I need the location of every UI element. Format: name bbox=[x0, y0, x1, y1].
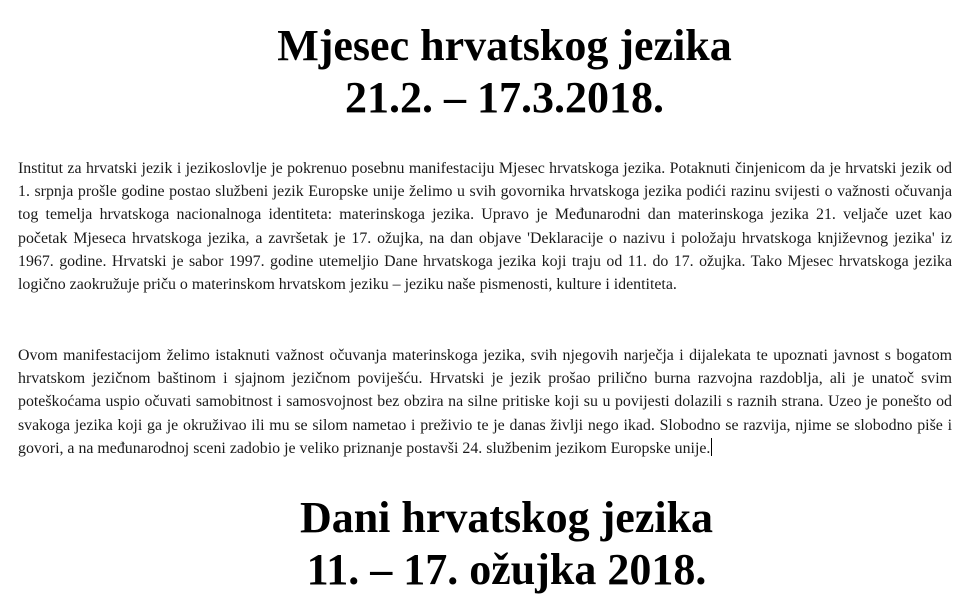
secondary-title-line-1: Dani hrvatskog jezika bbox=[299, 493, 714, 542]
main-title-dates: 21.2. – 17.3.2018. bbox=[345, 72, 664, 122]
paragraph-intro-text: Institut za hrvatski jezik i jezikoslovlje je pokrenuo posebnu manifestaciju Mjesec hrvatskoga jezika. Potaknuti činjenicom da je hrvatski jezik od 1. srpnja prošle godine postao službeni jezik Europske unije želimo u svih govornika hrvatskoga jezika podići razinu svijesti o važnosti očuvanja tog temelja hrvatskoga nacionalnoga identiteta: materinskoga jezika. Upravo je Međunarodni dan materinskoga jezika 21. veljače uzet kao početak Mjeseca hrvatskoga jezika, a završetak je 17. ožujka, na dan objave 'Deklaracije o nazivu i položaju hrvatskoga književnog jezika' iz 1967. godine. Hrvatski je sabor 1997. godine utemeljio Dane hrvatskoga jezika koji traju od 11. do 17. ožujka. Tako Mjesec hrvatskoga jezika logično zaokružuje priču o materinskom hrvatskom jeziku – jeziku naše pismenosti, kulture i identiteta. bbox=[18, 160, 952, 294]
paragraph-goals-text: Ovom manifestacijom želimo istaknuti važnost očuvanja materinskoga jezika, svih njegovih narječja i dijalekata te upoznati javnost s bogatom hrvatskom jezičnom baštinom i sjajnom jezičnom poviješću. Hrvatski je jezik prošao prilično burna razvojna razdoblja, ali je unatoč svim poteškoćama uspio očuvati samobitnost i samosvojnost bez obzira na silne pritiske koji su u povijesti dolazili s raznih strana. Uzeo je ponešto od svakoga jezika koji ga je okruživao ili mu se silom nametao i preživio te je danas življi nego ikad. Slobodno se razvija, njime se slobodno piše i govori, a na međunarodnoj sceni zadobio je veliko priznanje postavši 24. službenim jezikom Europske unije. bbox=[18, 347, 952, 457]
text-cursor bbox=[711, 438, 712, 456]
paragraph-intro bbox=[18, 157, 952, 296]
main-title-line-1: Mjesec hrvatskog jezika bbox=[277, 21, 732, 70]
secondary-title-dates: 11. – 17. ožujka 2018. bbox=[306, 544, 707, 594]
paragraph-goals bbox=[18, 344, 952, 460]
main-title bbox=[18, 20, 973, 124]
secondary-title bbox=[20, 492, 973, 596]
